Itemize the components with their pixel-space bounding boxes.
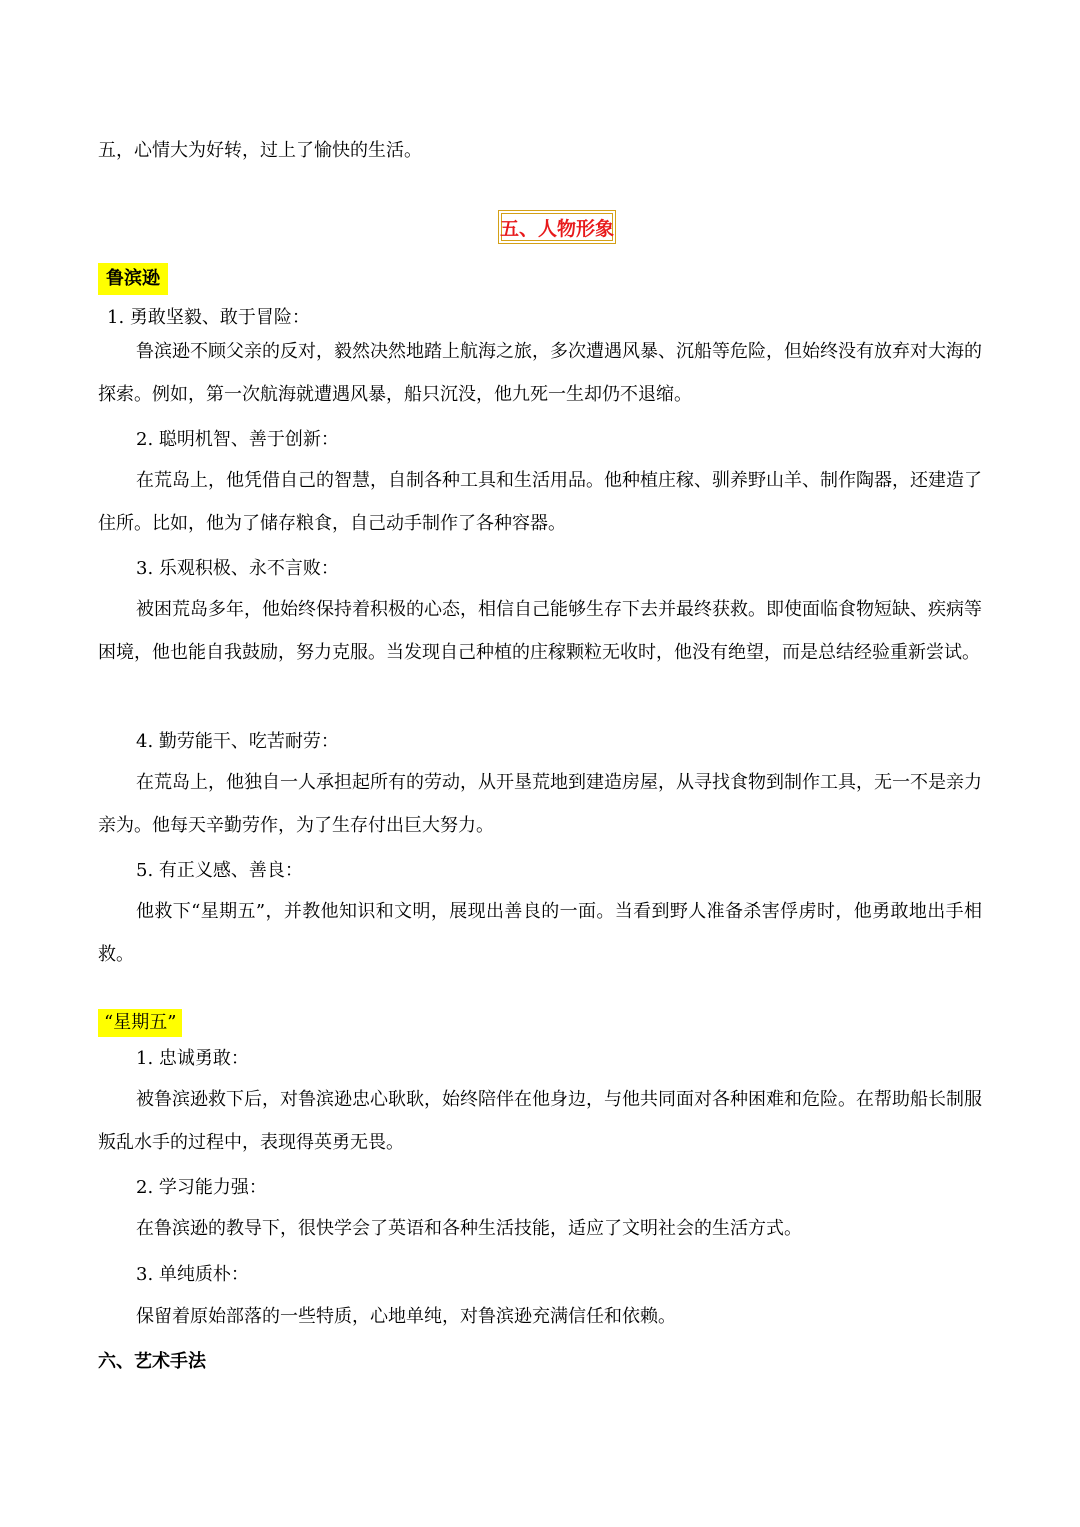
trait-heading: 2. 学习能力强： bbox=[136, 1177, 267, 1198]
intro-line: 五，心情大为好转，过上了愉快的生活。 bbox=[98, 140, 422, 161]
character-heading-friday: “星期五” bbox=[98, 1009, 182, 1037]
trait-paragraph: 在鲁滨逊的教导下，很快学会了英语和各种生活技能，适应了文明社会的生活方式。 bbox=[136, 1218, 802, 1239]
trait-paragraph: 鲁滨逊不顾父亲的反对，毅然决然地踏上航海之旅，多次遭遇风暴、沉船等危险，但始终没有放弃对大海的探索。例如，第一次航海就遭遇风暴，船只沉没，他九死一生却仍不退缩。 bbox=[98, 341, 982, 405]
trait-paragraph: 被困荒岛多年，他始终保持着积极的心态，相信自己能够生存下去并最终获救。即使面临食物短缺、疾病等困境，他也能自我鼓励，努力克服。当发现自己种植的庄稼颗粒无收时，他没有绝望，而是总结经验重新尝试。 bbox=[98, 599, 982, 663]
trait-paragraph: 在荒岛上，他凭借自己的智慧，自制各种工具和生活用品。他种植庄稼、驯养野山羊、制作陶器，还建造了住所。比如，他为了储存粮食，自己动手制作了各种容器。 bbox=[98, 470, 982, 534]
trait-heading: 1. 勇敢坚毅、敢于冒险： bbox=[107, 307, 310, 328]
trait-paragraph: 他救下“星期五”，并教他知识和文明，展现出善良的一面。当看到野人准备杀害俘虏时，他勇敢地出手相救。 bbox=[98, 901, 982, 965]
trait-paragraph: 在荒岛上，他独自一人承担起所有的劳动，从开垦荒地到建造房屋，从寻找食物到制作工具，无一不是亲力亲为。他每天辛勤劳作，为了生存付出巨大努力。 bbox=[98, 772, 982, 836]
trait-paragraph: 保留着原始部落的一些特质，心地单纯，对鲁滨逊充满信任和依赖。 bbox=[136, 1306, 676, 1327]
trait-heading: 4. 勤劳能干、吃苦耐劳： bbox=[136, 731, 339, 752]
trait-heading: 2. 聪明机智、善于创新： bbox=[136, 429, 339, 450]
trait-heading: 1. 忠诚勇敢： bbox=[136, 1048, 249, 1069]
trait-heading: 5. 有正义感、善良： bbox=[136, 860, 303, 881]
trait-heading: 3. 单纯质朴： bbox=[136, 1264, 249, 1285]
trait-heading: 3. 乐观积极、永不言败： bbox=[136, 558, 339, 579]
character-heading-robinson: 鲁滨逊 bbox=[98, 263, 168, 295]
trait-paragraph: 被鲁滨逊救下后，对鲁滨逊忠心耿耿，始终陪伴在他身边，与他共同面对各种困难和危险。在帮助船长制服叛乱水手的过程中，表现得英勇无畏。 bbox=[98, 1089, 982, 1153]
section-title-techniques: 六、艺术手法 bbox=[98, 1351, 206, 1372]
section-title-characters: 五、人物形象 bbox=[498, 210, 616, 244]
